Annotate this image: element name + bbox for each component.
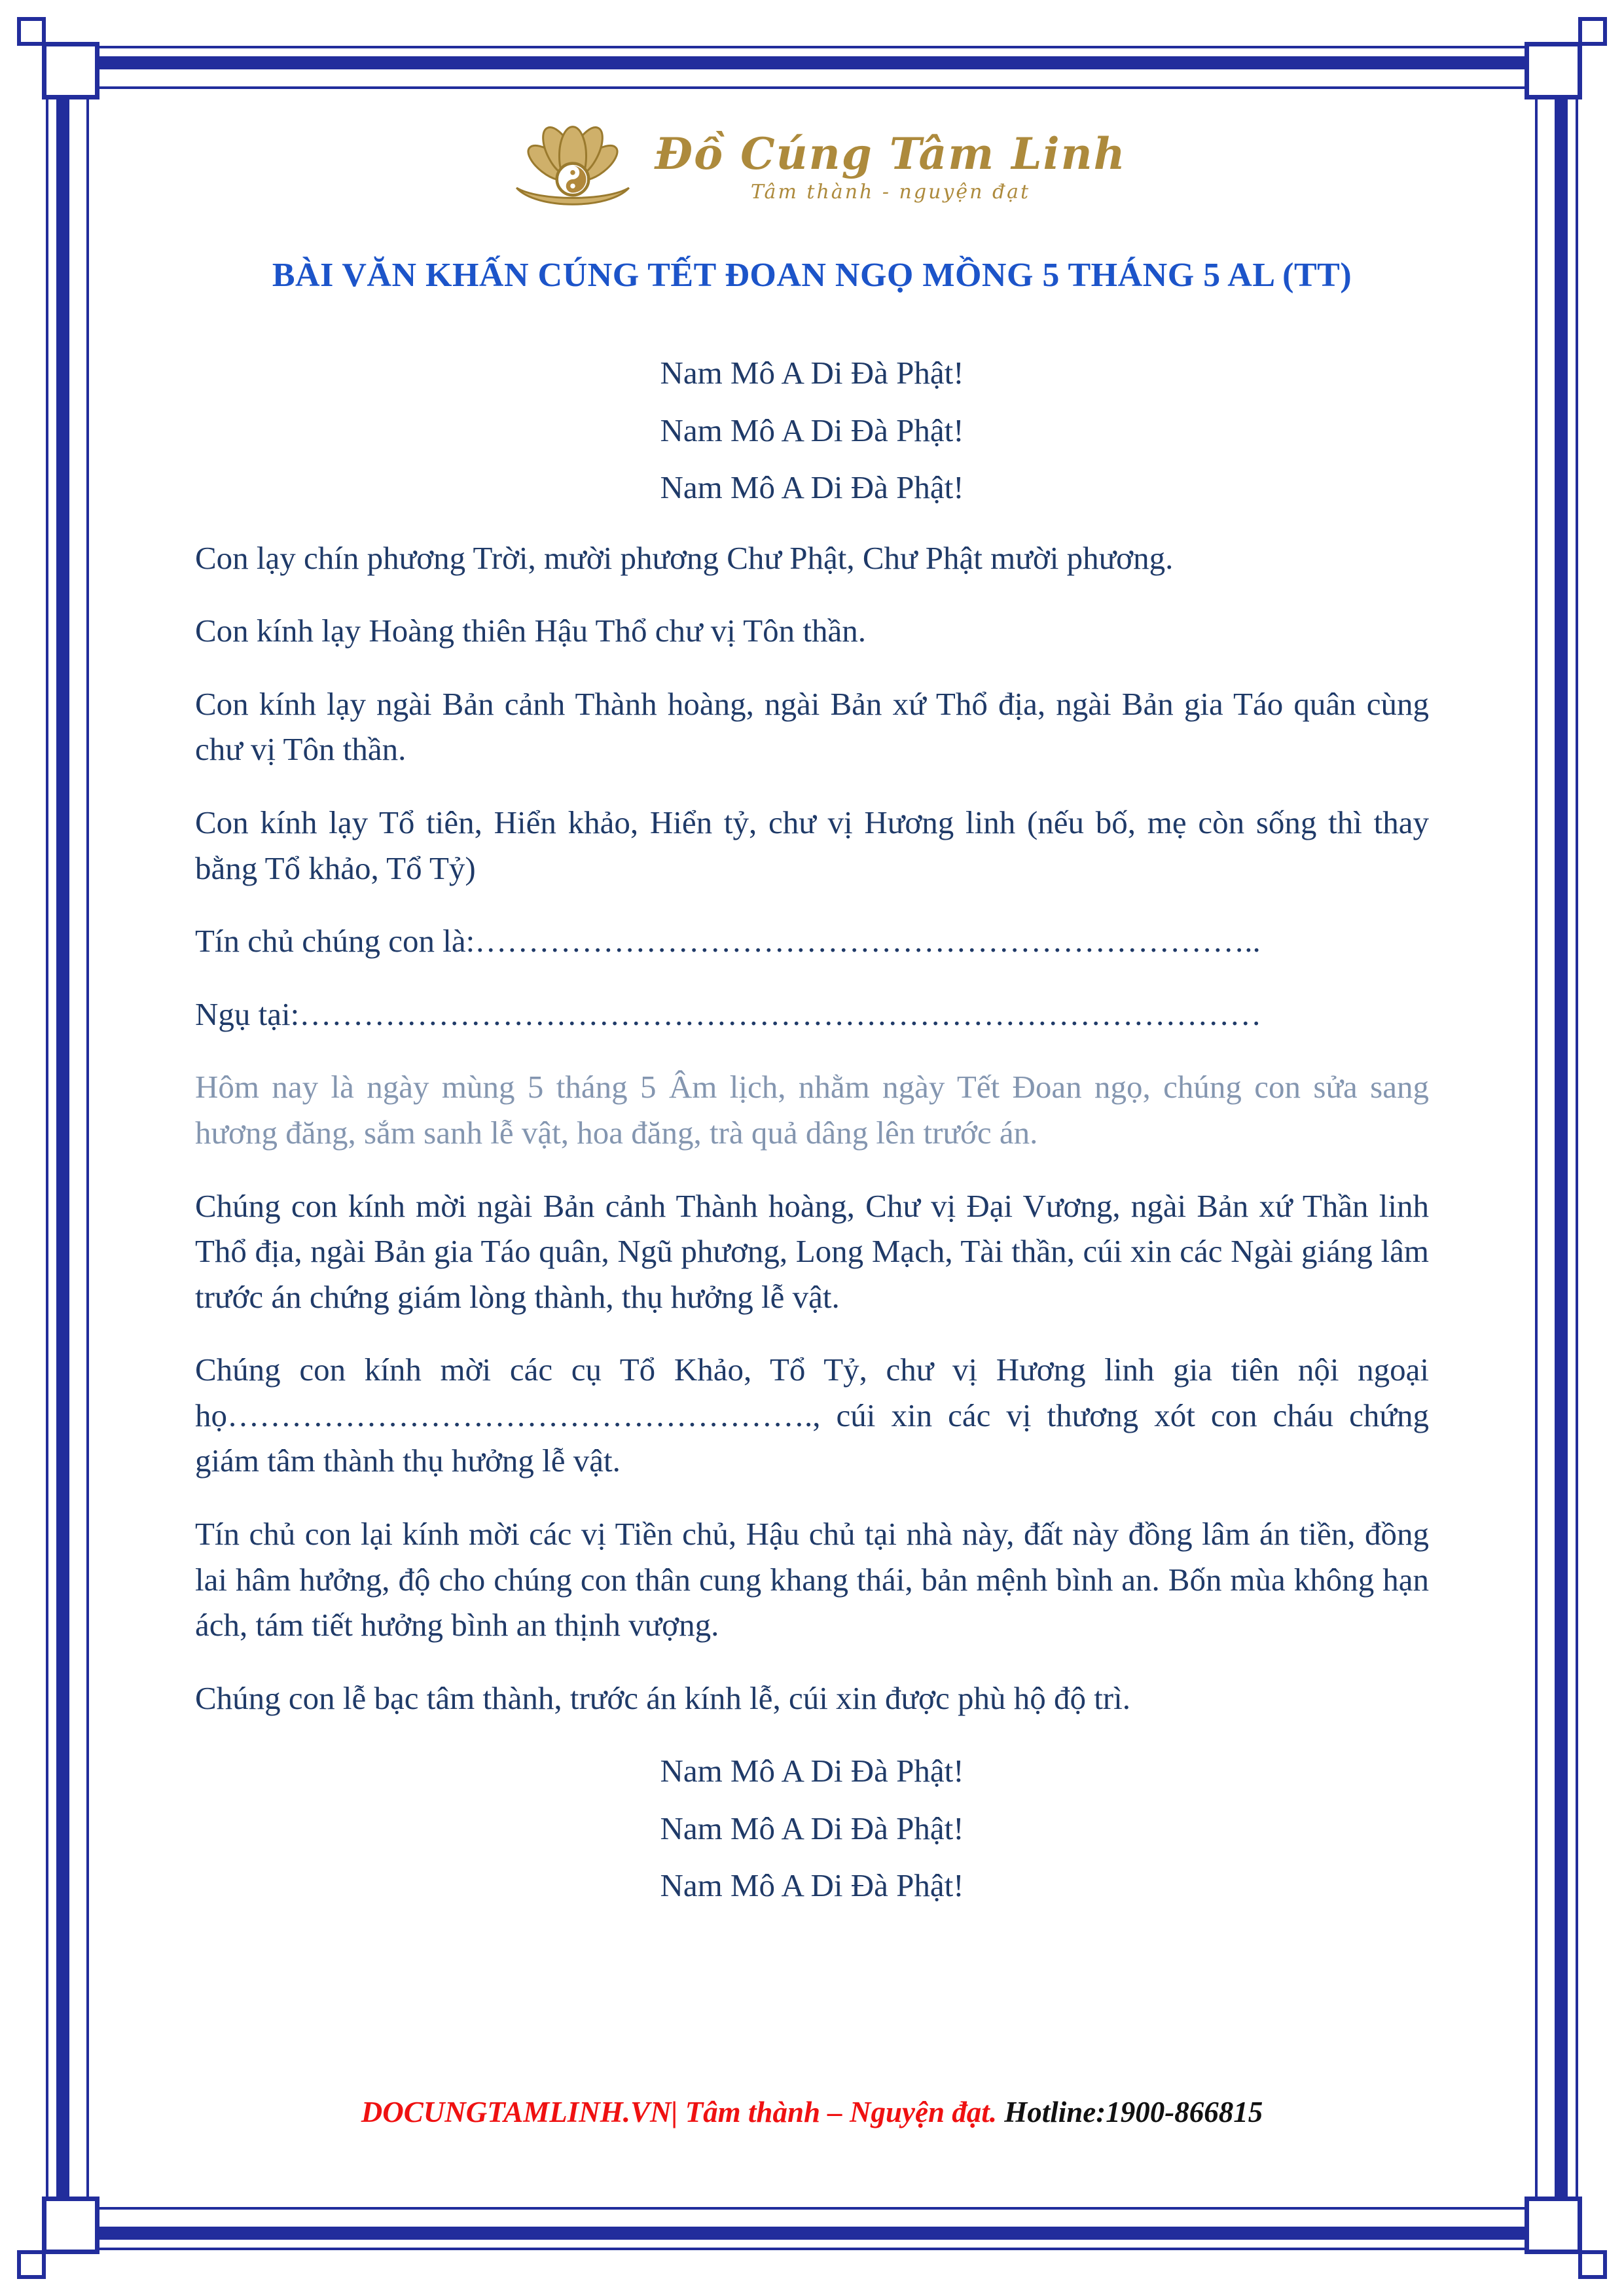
invocation-line: Nam Mô A Di Đà Phật!: [660, 355, 964, 391]
body-paragraph: Tín chủ con lại kính mời các vị Tiền chủ, Hậu chủ tại nhà này, đất này đồng lâm án tiền, đồng lai hâm hưởng, độ cho chúng con thân cung khang thái, bản mệnh bình an. Bốn mùa không hạn ách, tám tiết hưởng bình an thịnh vượng.: [195, 1515, 1429, 1643]
invocation-line: Nam Mô A Di Đà Phật!: [660, 1867, 964, 1904]
document-title: BÀI VĂN KHẤN CÚNG TẾT ĐOAN NGỌ MỒNG 5 THÁNG 5 AL (TT): [272, 257, 1352, 294]
body-paragraph: Chúng con kính mời các cụ Tổ Khảo, Tổ Tỷ, chư vị Hương linh gia tiên nội ngoại họ………………………………………………., cúi xin các vị thương xót con cháu chứng giám tâm thành thụ hưởng lễ vật.: [195, 1352, 1429, 1479]
body-paragraph: Chúng con lễ bạc tâm thành, trước án kính lễ, cúi xin được phù hộ độ trì.: [195, 1679, 1130, 1716]
invocation-line: Nam Mô A Di Đà Phật!: [660, 1753, 964, 1789]
invocation-line: Nam Mô A Di Đà Phật!: [660, 412, 964, 448]
border-corner-ornament: [1578, 17, 1607, 46]
border-corner-ornament: [42, 42, 99, 99]
invocation-line: Nam Mô A Di Đà Phật!: [660, 469, 964, 506]
body-paragraph: Chúng con kính mời ngài Bản cảnh Thành hoàng, Chư vị Đại Vương, ngài Bản xứ Thần linh Thổ địa, ngài Bản gia Táo quân, Ngũ phương, Long Mạch, Tài thần, cúi xin các Ngài giáng lâm trước án chứng giám lòng thành, thụ hưởng lễ vật.: [195, 1187, 1429, 1315]
fill-in-line-ngu-tai: Ngụ tại:………………………………………………………………………………: [195, 996, 1262, 1032]
closing-invocations: [195, 1748, 1429, 1909]
footer-site-text: DOCUNGTAMLINH.VN| Tâm thành – Nguyện đạt.: [361, 2095, 998, 2128]
brand-logo: [195, 115, 1429, 224]
document-content: [195, 115, 1429, 1920]
footer-hotline: Hotline:1900-866815: [1004, 2095, 1263, 2128]
body-paragraph: Con kính lạy ngài Bản cảnh Thành hoàng, ngài Bản xứ Thổ địa, ngài Bản gia Táo quân cùng chư vị Tôn thần.: [195, 685, 1429, 768]
invocation-line: Nam Mô A Di Đà Phật!: [660, 1810, 964, 1846]
brand-text-block: [655, 130, 1126, 204]
body-paragraph-muted: Hôm nay là ngày mùng 5 tháng 5 Âm lịch, nhằm ngày Tết Đoan ngọ, chúng con sửa sang hương đăng, sắm sanh lễ vật, hoa đăng, trà quả dâng lên trước án.: [195, 1069, 1429, 1151]
border-corner-ornament: [17, 17, 46, 46]
body-paragraph: Con lạy chín phương Trời, mười phương Chư Phật, Chư Phật mười phương.: [195, 539, 1174, 576]
lotus-yinyang-icon: [497, 115, 648, 224]
body-paragraph: Con kính lạy Tổ tiên, Hiển khảo, Hiển tỷ, chư vị Hương linh (nếu bố, mẹ còn sống thì thay bằng Tổ khảo, Tổ Tỷ): [195, 804, 1429, 886]
brand-tagline: Tâm thành - nguyện đạt: [750, 180, 1031, 204]
border-corner-ornament: [1578, 2250, 1607, 2279]
fill-in-line-ten-chu: Tín chủ chúng con là:………………………………………………………………..: [195, 923, 1261, 960]
border-corner-ornament: [1525, 2197, 1582, 2254]
body-paragraph: Con kính lạy Hoàng thiên Hậu Thổ chư vị Tôn thần.: [195, 613, 867, 649]
border-corner-ornament: [1525, 42, 1582, 99]
border-corner-ornament: [42, 2197, 99, 2254]
border-corner-ornament: [17, 2250, 46, 2279]
page-footer: [0, 2093, 1624, 2132]
brand-name: Đồ Cúng Tâm Linh: [655, 128, 1127, 180]
